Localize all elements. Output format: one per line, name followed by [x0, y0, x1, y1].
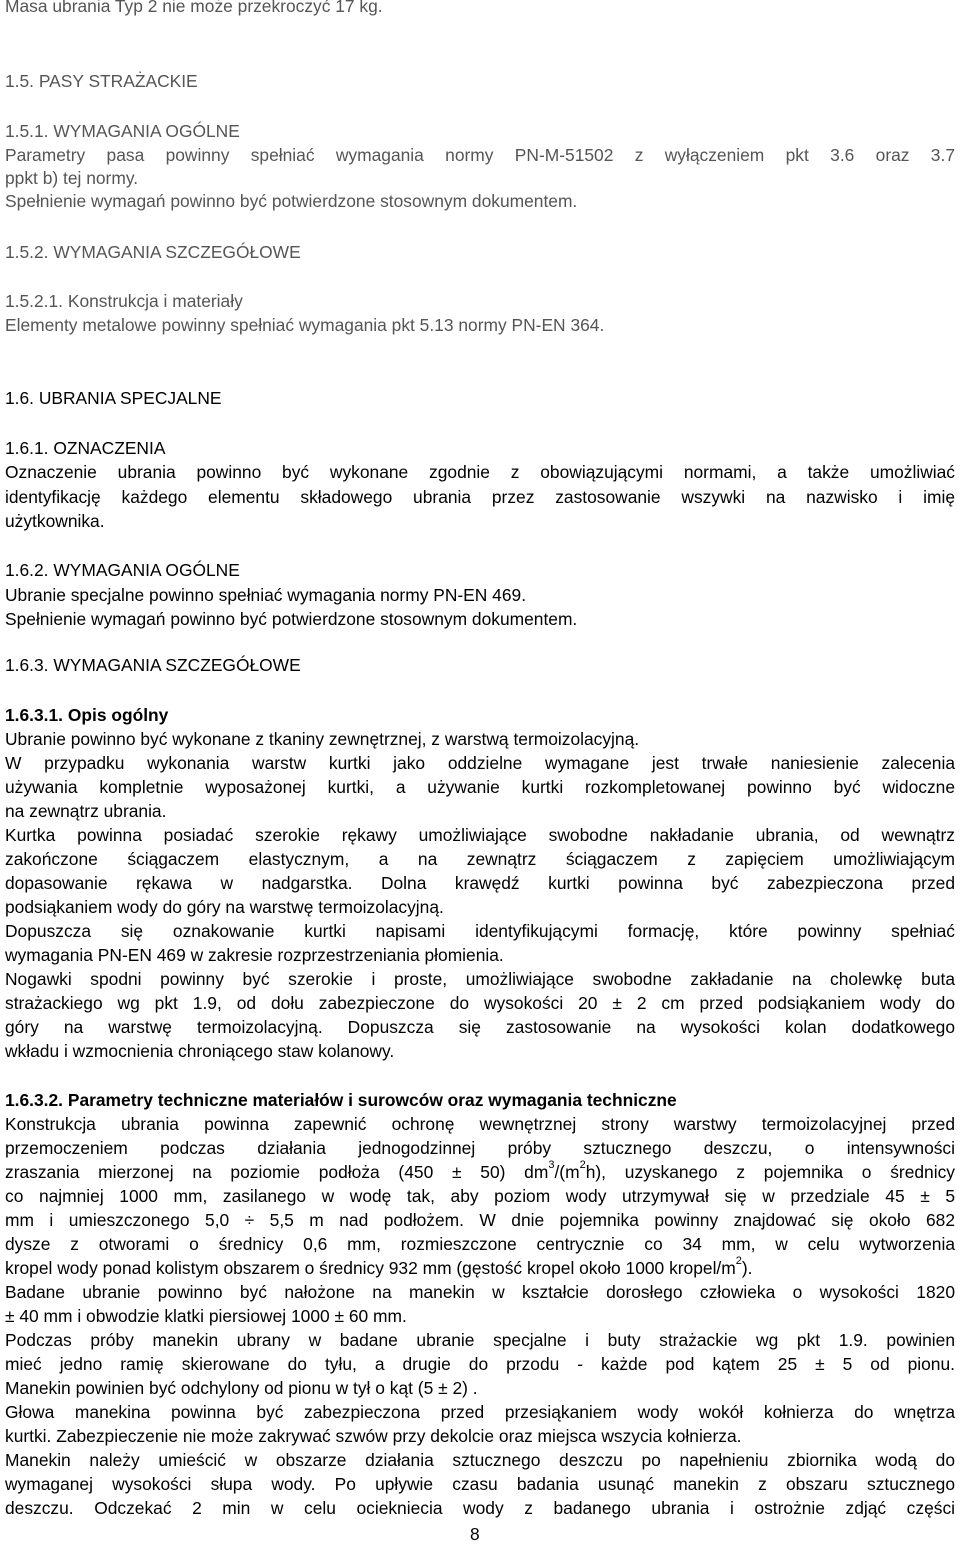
body-text: Badane ubranie powinno być nałożone na manekin w kształcie dorosłego człowieka o wysokości 1820 [5, 1282, 955, 1302]
body-text: dysze z otworami o średnicy 0,6 mm, rozmieszczone centrycznie co 34 mm, w celu wytworzenia [5, 1234, 955, 1254]
body-text: wkładu i wzmocnienia chroniącego staw kolanowy. [5, 1041, 395, 1061]
superscript: 2 [735, 1255, 742, 1268]
body-text: Kurtka powinna posiadać szerokie rękawy umożliwiające swobodne nakładanie ubrania, od wewnątrz [5, 825, 955, 845]
section-heading-1-5-1: 1.5.1. WYMAGANIA OGÓLNE [5, 121, 240, 141]
body-text: mm i umieszczonego 5,0 ÷ 5,5 m nad podłożem. W dnie pojemnika powinny znajdować się około 682 [5, 1210, 955, 1230]
body-text: Manekin powinien być odchylony od pionu w tył o kąt (5 ± 2) . [5, 1378, 478, 1398]
body-text: Głowa manekina powinna być zabezpieczona przed przesiąkaniem wody wokół kołnierza do wnętrza [5, 1402, 955, 1422]
section-heading-1-5-2-1: 1.5.2.1. Konstrukcja i materiały [5, 291, 243, 311]
text-run: zraszania mierzonej na poziomie podłoża (450 ± 50) dm [5, 1162, 549, 1182]
section-heading-1-6-1: 1.6.1. OZNACZENIA [5, 438, 166, 458]
section-heading-1-6-2: 1.6.2. WYMAGANIA OGÓLNE [5, 560, 240, 580]
section-heading-1-6-3: 1.6.3. WYMAGANIA SZCZEGÓŁOWE [5, 655, 301, 675]
text-run: /(m [554, 1162, 580, 1182]
body-text: ppkt b) tej normy. [5, 168, 139, 188]
body-text [5, 1160, 955, 1184]
body-text: Spełnienie wymagań powinno być potwierdzone stosownym dokumentem. [5, 191, 578, 211]
section-heading-1-5-2: 1.5.2. WYMAGANIA SZCZEGÓŁOWE [5, 242, 301, 262]
superscript: 3 [548, 1159, 555, 1172]
superscript: 2 [579, 1159, 586, 1172]
body-text: Oznaczenie ubrania powinno być wykonane zgodnie z obowiązującymi normami, a także umożliwiać [5, 462, 955, 482]
body-text: wymaganej wysokości słupa wody. Po upływie czasu badania usunąć manekin z obszaru sztucznego [5, 1474, 955, 1494]
body-text: Podczas próby manekin ubrany w badane ubranie specjalne i buty strażackie wg pkt 1.9. powinien [5, 1330, 955, 1350]
body-text: kurtki. Zabezpieczenie nie może zakrywać szwów przy dekolcie oraz miejsca wszycia kołnierza. [5, 1426, 742, 1446]
body-text: użytkownika. [5, 511, 105, 531]
body-text: Dopuszcza się oznakowanie kurtki napisami identyfikującymi formację, które powinny spełniać [5, 921, 955, 941]
body-text: co najmniej 1000 mm, zasilanego w wodę tak, aby poziom wody utrzymywał się w przedziale 45 ± 5 [5, 1186, 955, 1206]
body-text: W przypadku wykonania warstw kurtki jako oddzielne wymagane jest trwałe naniesienie zalecenia [5, 753, 955, 773]
section-heading-1-6-3-2: 1.6.3.2. Parametry techniczne materiałów i surowców oraz wymagania techniczne [5, 1090, 677, 1110]
body-text: używania kompletnie wyposażonej kurtki, a używanie kurtki rozkompletowanej powinno być widoczne [5, 777, 955, 797]
body-text: Elementy metalowe powinny spełniać wymagania pkt 5.13 normy PN-EN 364. [5, 315, 605, 335]
body-text: ± 40 mm i obwodzie klatki piersiowej 1000 ± 60 mm. [5, 1306, 407, 1326]
body-text: na zewnątrz ubrania. [5, 801, 167, 821]
body-text: Konstrukcja ubrania powinna zapewnić ochronę wewnętrznej strony warstwy termoizolacyjnej przed [5, 1114, 955, 1134]
body-text: dopasowanie rękawa w nadgarstka. Dolna krawędź kurtki powinna być zabezpieczona przed [5, 873, 955, 893]
page-number: 8 [470, 1524, 480, 1544]
body-text: zakończone ściągaczem elastycznym, a na zewnątrz ściągaczem z zapięciem umożliwiającym [5, 849, 955, 869]
body-text: deszczu. Odczekać 2 min w celu ociekniecia wody z badanego ubrania i ostrożnie zdjąć części [5, 1498, 955, 1518]
body-text: przemoczeniem podczas działania jednogodzinnej próby sztucznego deszczu, o intensywności [5, 1138, 955, 1158]
body-text: wymagania PN-EN 469 w zakresie rozprzestrzeniania płomienia. [5, 945, 504, 965]
body-text: Manekin należy umieścić w obszarze działania sztucznego deszczu po napełnieniu zbiornika wodą do [5, 1450, 955, 1470]
body-text: Nogawki spodni powinny być szerokie i proste, umożliwiające swobodne zakładanie na cholewkę buta [5, 969, 955, 989]
body-text [5, 1256, 753, 1280]
body-text: strażackiego wg pkt 1.9, od dołu zabezpieczone do wysokości 20 ± 2 cm przed podsiąkaniem wody do [5, 993, 955, 1013]
section-heading-1-6: 1.6. UBRANIA SPECJALNE [5, 388, 222, 408]
body-text: identyfikację każdego elementu składowego ubrania przez zastosowanie wszywki na nazwisko i imię [5, 487, 955, 507]
body-text: góry na warstwę termoizolacyjną. Dopuszcza się zastosowanie na wysokości kolan dodatkowego [5, 1017, 955, 1037]
body-text: mieć jedno ramię skierowane do tyłu, a drugie do przodu - każde pod kątem 25 ± 5 od pionu. [5, 1354, 955, 1374]
body-text: Parametry pasa powinny spełniać wymagania normy PN-M-51502 z wyłączeniem pkt 3.6 oraz 3.7 [5, 145, 955, 165]
text-run: kropel wody ponad kolistym obszarem o średnicy 932 mm (gęstość kropel około 1000 kropel/m [5, 1258, 736, 1278]
body-text: Ubranie powinno być wykonane z tkaniny zewnętrznej, z warstwą termoizolacyjną. [5, 729, 640, 749]
body-text: podsiąkaniem wody do góry na warstwę termoizolacyjną. [5, 897, 444, 917]
section-heading-1-5: 1.5. PASY STRAŻACKIE [5, 71, 198, 91]
body-text: Ubranie specjalne powinno spełniać wymagania normy PN-EN 469. [5, 585, 527, 605]
section-heading-1-6-3-1: 1.6.3.1. Opis ogólny [5, 705, 169, 725]
body-text: Masa ubrania Typ 2 nie może przekroczyć 17 kg. [5, 0, 383, 16]
body-text: Spełnienie wymagań powinno być potwierdzone stosownym dokumentem. [5, 609, 578, 629]
text-run: h), uzyskanego z pojemnika o średnicy [585, 1162, 955, 1182]
text-run: ). [741, 1258, 753, 1278]
